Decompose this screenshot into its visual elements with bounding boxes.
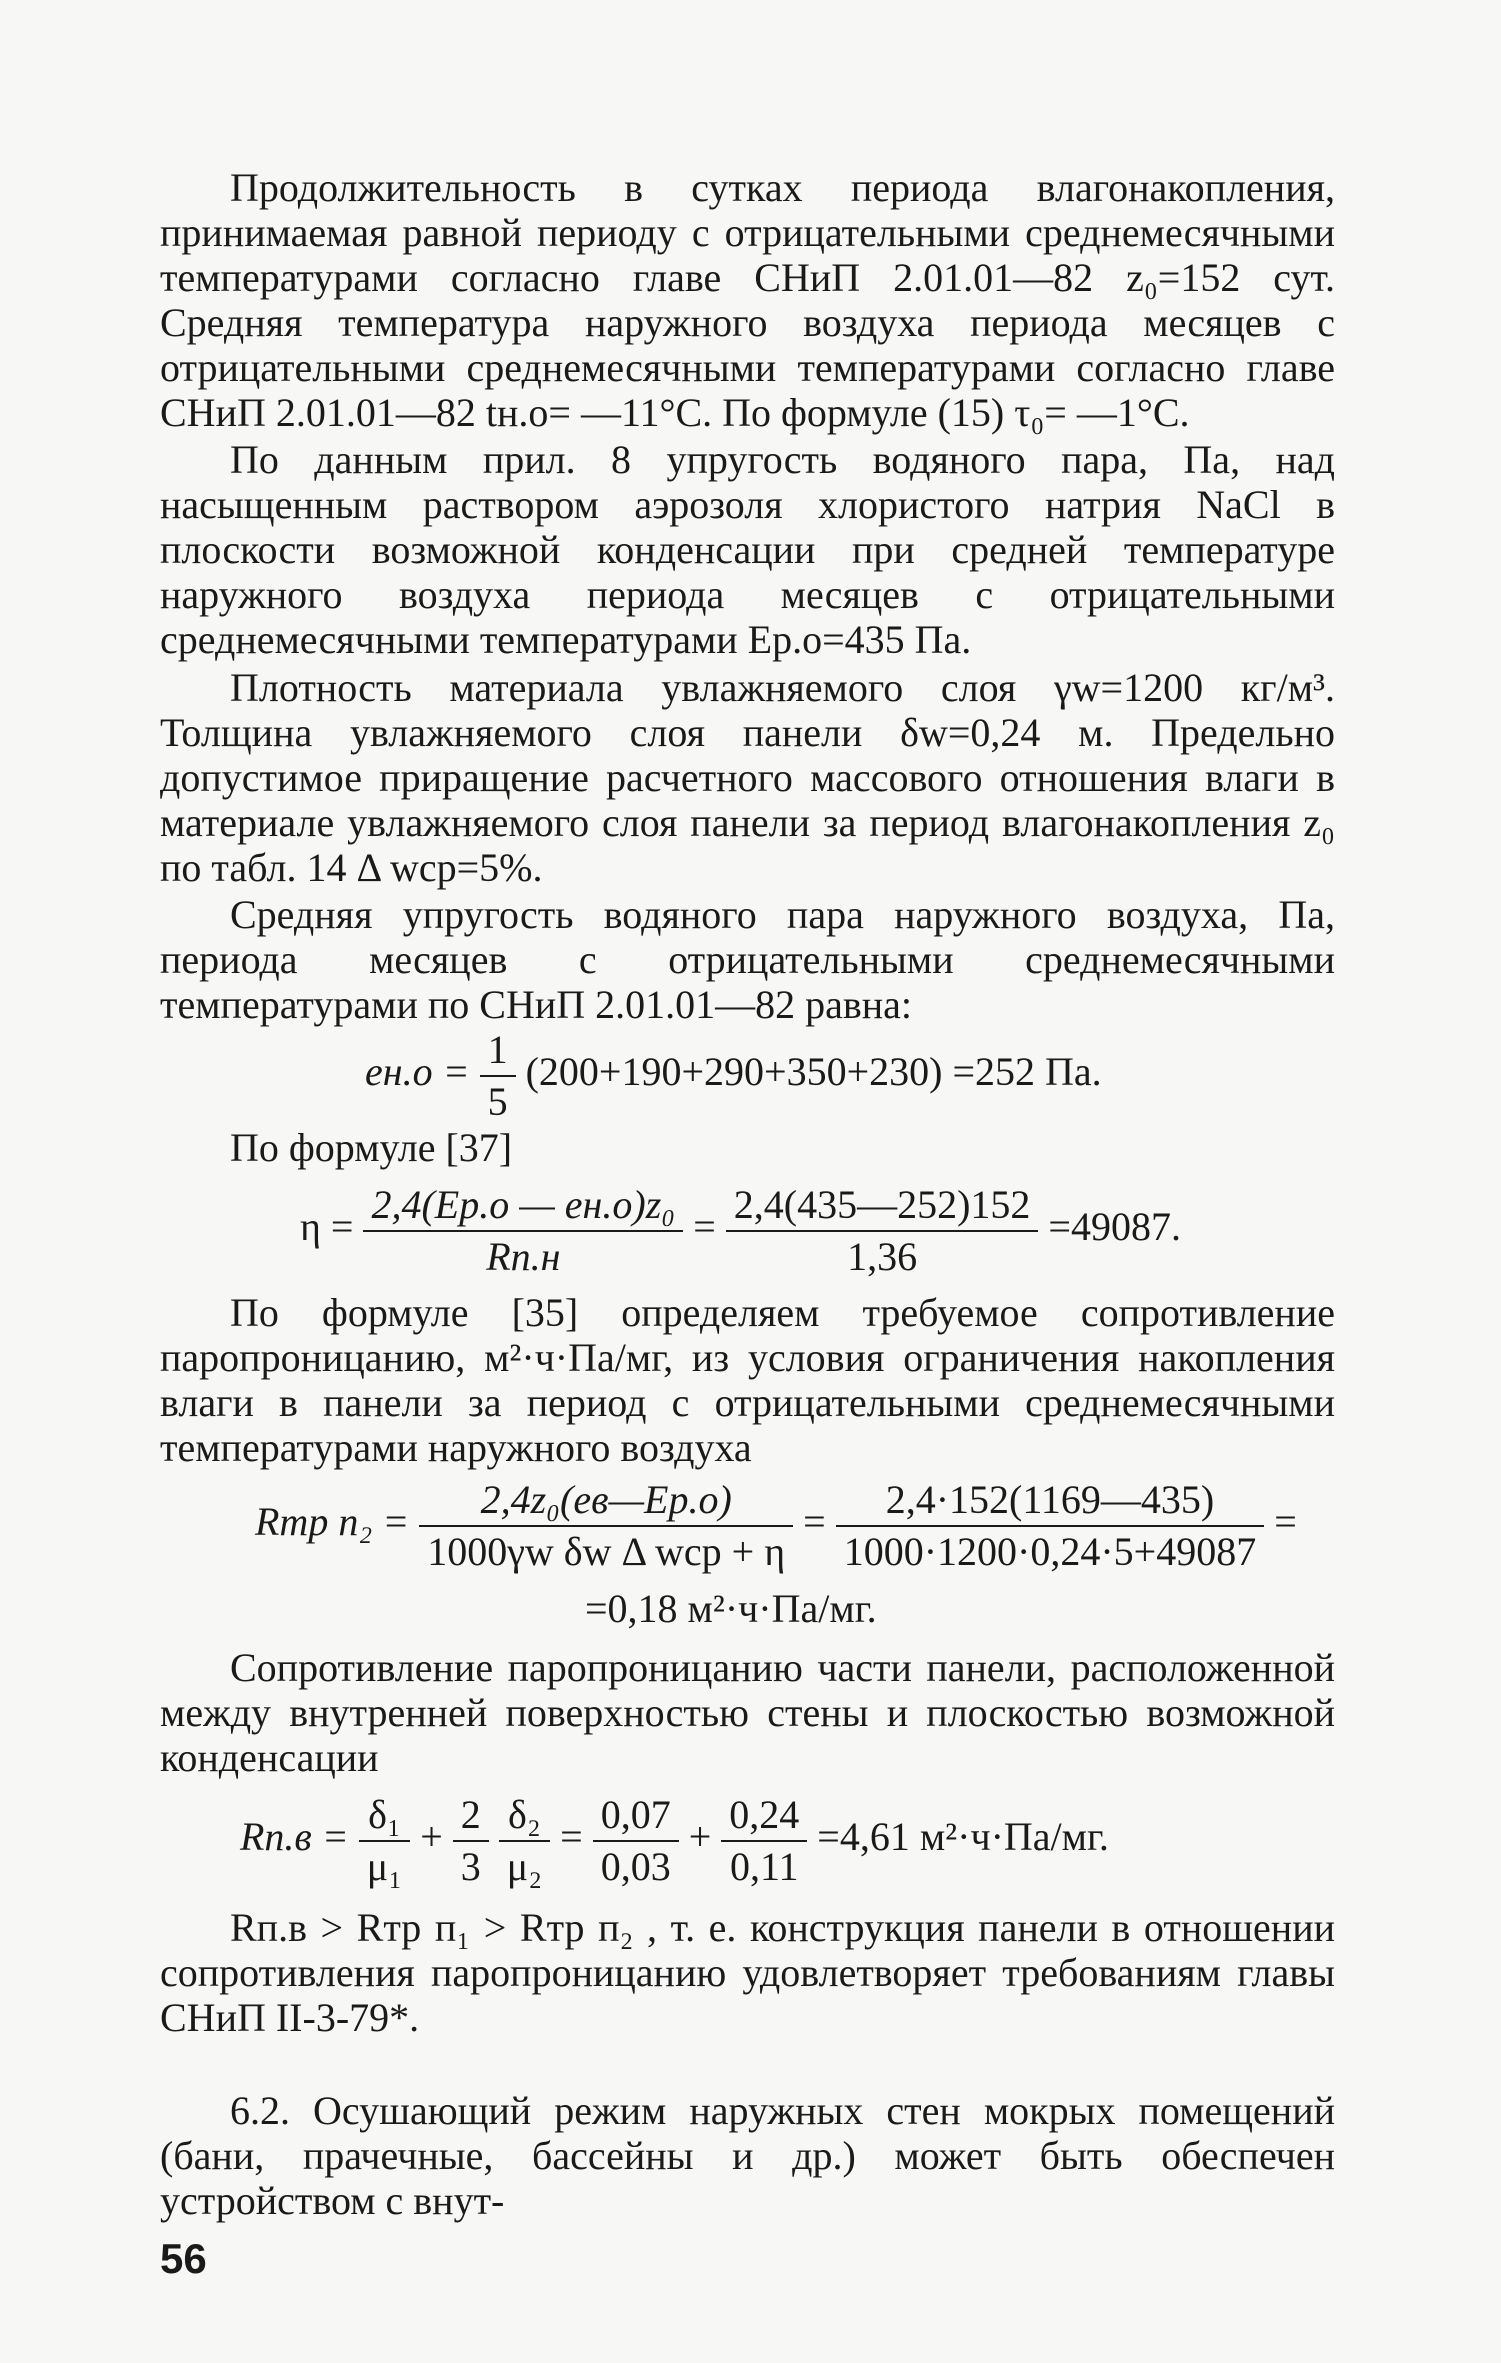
eq4-fraction-4	[593, 1790, 679, 1892]
eq4-num-3: δ₂	[499, 1790, 550, 1842]
eq4-fraction-5	[721, 1790, 807, 1892]
eq4-num-2: 2	[453, 1790, 489, 1842]
paragraph-7: Сопротивление паропроницанию части панели, расположенной между внутренней поверхностью стены и плоскостью возможной конденсации	[160, 1645, 1335, 1780]
equation-2	[300, 1180, 1181, 1282]
paragraph-1: Продолжительность в сутках периода влагонакопления, принимаемая равной периоду с отрицательными среднемесячными температурами согласно главе СНиП 2.01.01—82 z₀=152 сут. Средняя температура наружного воздуха периода месяцев с отрицательными среднемесячными температурами согласно главе СНиП 2.01.01—82 tн.о= —11°С. По формуле (15) τ₀= —1°С.	[160, 165, 1335, 435]
paragraph-5: По формуле [37]	[230, 1125, 513, 1170]
eq3-numerator-2: 2,4·152(1169—435)	[836, 1475, 1265, 1527]
eq1-fraction	[480, 1025, 516, 1127]
paragraph-4: Средняя упругость водяного пара наружного воздуха, Па, периода месяцев с отрицательными среднемесячными температурами по СНиП 2.01.01—82 равна:	[160, 892, 1335, 1027]
eq4-den-1: μ₁	[366, 1844, 403, 1889]
eq2-fraction-1	[363, 1180, 683, 1282]
eq4-lhs: Rп.в =	[240, 1814, 349, 1860]
eq4-fraction-3	[499, 1790, 550, 1892]
eq1-rhs: (200+190+290+350+230) =252 Па.	[525, 1049, 1102, 1095]
eq3-lhs: Rтр п₂ =	[255, 1499, 410, 1545]
paragraph-3: Плотность материала увлажняемого слоя γw=1200 кг/м³. Толщина увлажняемого слоя панели δw=0,24 м. Предельно допустимое приращение расчетного массового отношения влаги в материале увлажняемого слоя панели за период влагонакопления z₀ по табл. 14 Δ wср=5%.	[160, 665, 1335, 890]
eq3-numerator-1: 2,4z₀(eв—Eр.о)	[419, 1475, 793, 1527]
eq4-den-2: 3	[460, 1844, 481, 1889]
eq1-numerator: 1	[480, 1025, 516, 1077]
eq4-den-3: μ₂	[506, 1844, 543, 1889]
eq4-rhs: =4,61 м²·ч·Па/мг.	[817, 1814, 1109, 1860]
eq2-rhs: =49087.	[1048, 1204, 1181, 1250]
eq2-numerator-1: 2,4(Eр.о — eн.о)z₀	[363, 1180, 683, 1232]
eq4-num-4: 0,07	[593, 1790, 679, 1842]
equation-3-line-2: =0,18 м²·ч·Па/мг.	[585, 1586, 877, 1631]
eq1-lhs: eн.о =	[365, 1049, 470, 1095]
eq4-fraction-2	[453, 1790, 489, 1892]
eq1-denominator: 5	[487, 1079, 508, 1124]
eq4-num-1: δ₁	[359, 1790, 410, 1842]
paragraph-6: По формуле [35] определяем требуемое сопротивление паропроницанию, м²·ч·Па/мг, из условия ограничения накопления влаги в панели за период с отрицательными среднемесячными температурами наружного воздуха	[160, 1290, 1335, 1470]
eq2-equals: =	[693, 1204, 716, 1250]
eq2-lhs: η =	[300, 1204, 354, 1250]
eq3-equals: =	[803, 1499, 826, 1545]
eq2-numerator-2: 2,4(435—252)152	[726, 1180, 1039, 1232]
eq4-num-5: 0,24	[721, 1790, 807, 1842]
paragraph-9: 6.2. Осушающий режим наружных стен мокрых помещений (бани, прачечные, бассейны и др.) может быть обеспечен устройством с внут-	[160, 2088, 1335, 2223]
eq3-fraction-2	[836, 1475, 1265, 1577]
eq4-den-5: 0,11	[730, 1844, 799, 1889]
equation-1	[365, 1025, 1102, 1127]
eq4-fraction-1	[359, 1790, 410, 1892]
eq3-fraction-1	[419, 1475, 793, 1577]
equation-3	[255, 1475, 1297, 1577]
eq3-tail: =	[1274, 1499, 1297, 1545]
eq3-denominator-1: 1000γw δw Δ wср + η	[427, 1529, 786, 1574]
eq2-denominator-1: Rп.н	[486, 1234, 561, 1279]
eq2-denominator-2: 1,36	[847, 1234, 918, 1279]
equation-4	[240, 1790, 1109, 1892]
eq4-plus-2: +	[688, 1814, 712, 1860]
paragraph-8: Rп.в > Rтр п₁ > Rтр п₂ , т. е. конструкция панели в отношении сопротивления паропроницанию удовлетворяет требованиям главы СНиП II-3-79*.	[160, 1905, 1335, 2040]
eq3-denominator-2: 1000·1200·0,24·5+49087	[843, 1529, 1257, 1574]
eq4-equals: =	[560, 1814, 583, 1860]
eq4-den-4: 0,03	[600, 1844, 671, 1889]
page-number: 56	[160, 2235, 207, 2282]
eq4-plus-1: +	[420, 1814, 443, 1860]
eq2-fraction-2	[726, 1180, 1039, 1282]
paragraph-2: По данным прил. 8 упругость водяного пара, Па, над насыщенным раствором аэрозоля хлористого натрия NaCl в плоскости возможной конденсации при средней температуре наружного воздуха периода месяцев с отрицательными среднемесячными температурами Eр.о=435 Па.	[160, 437, 1335, 662]
